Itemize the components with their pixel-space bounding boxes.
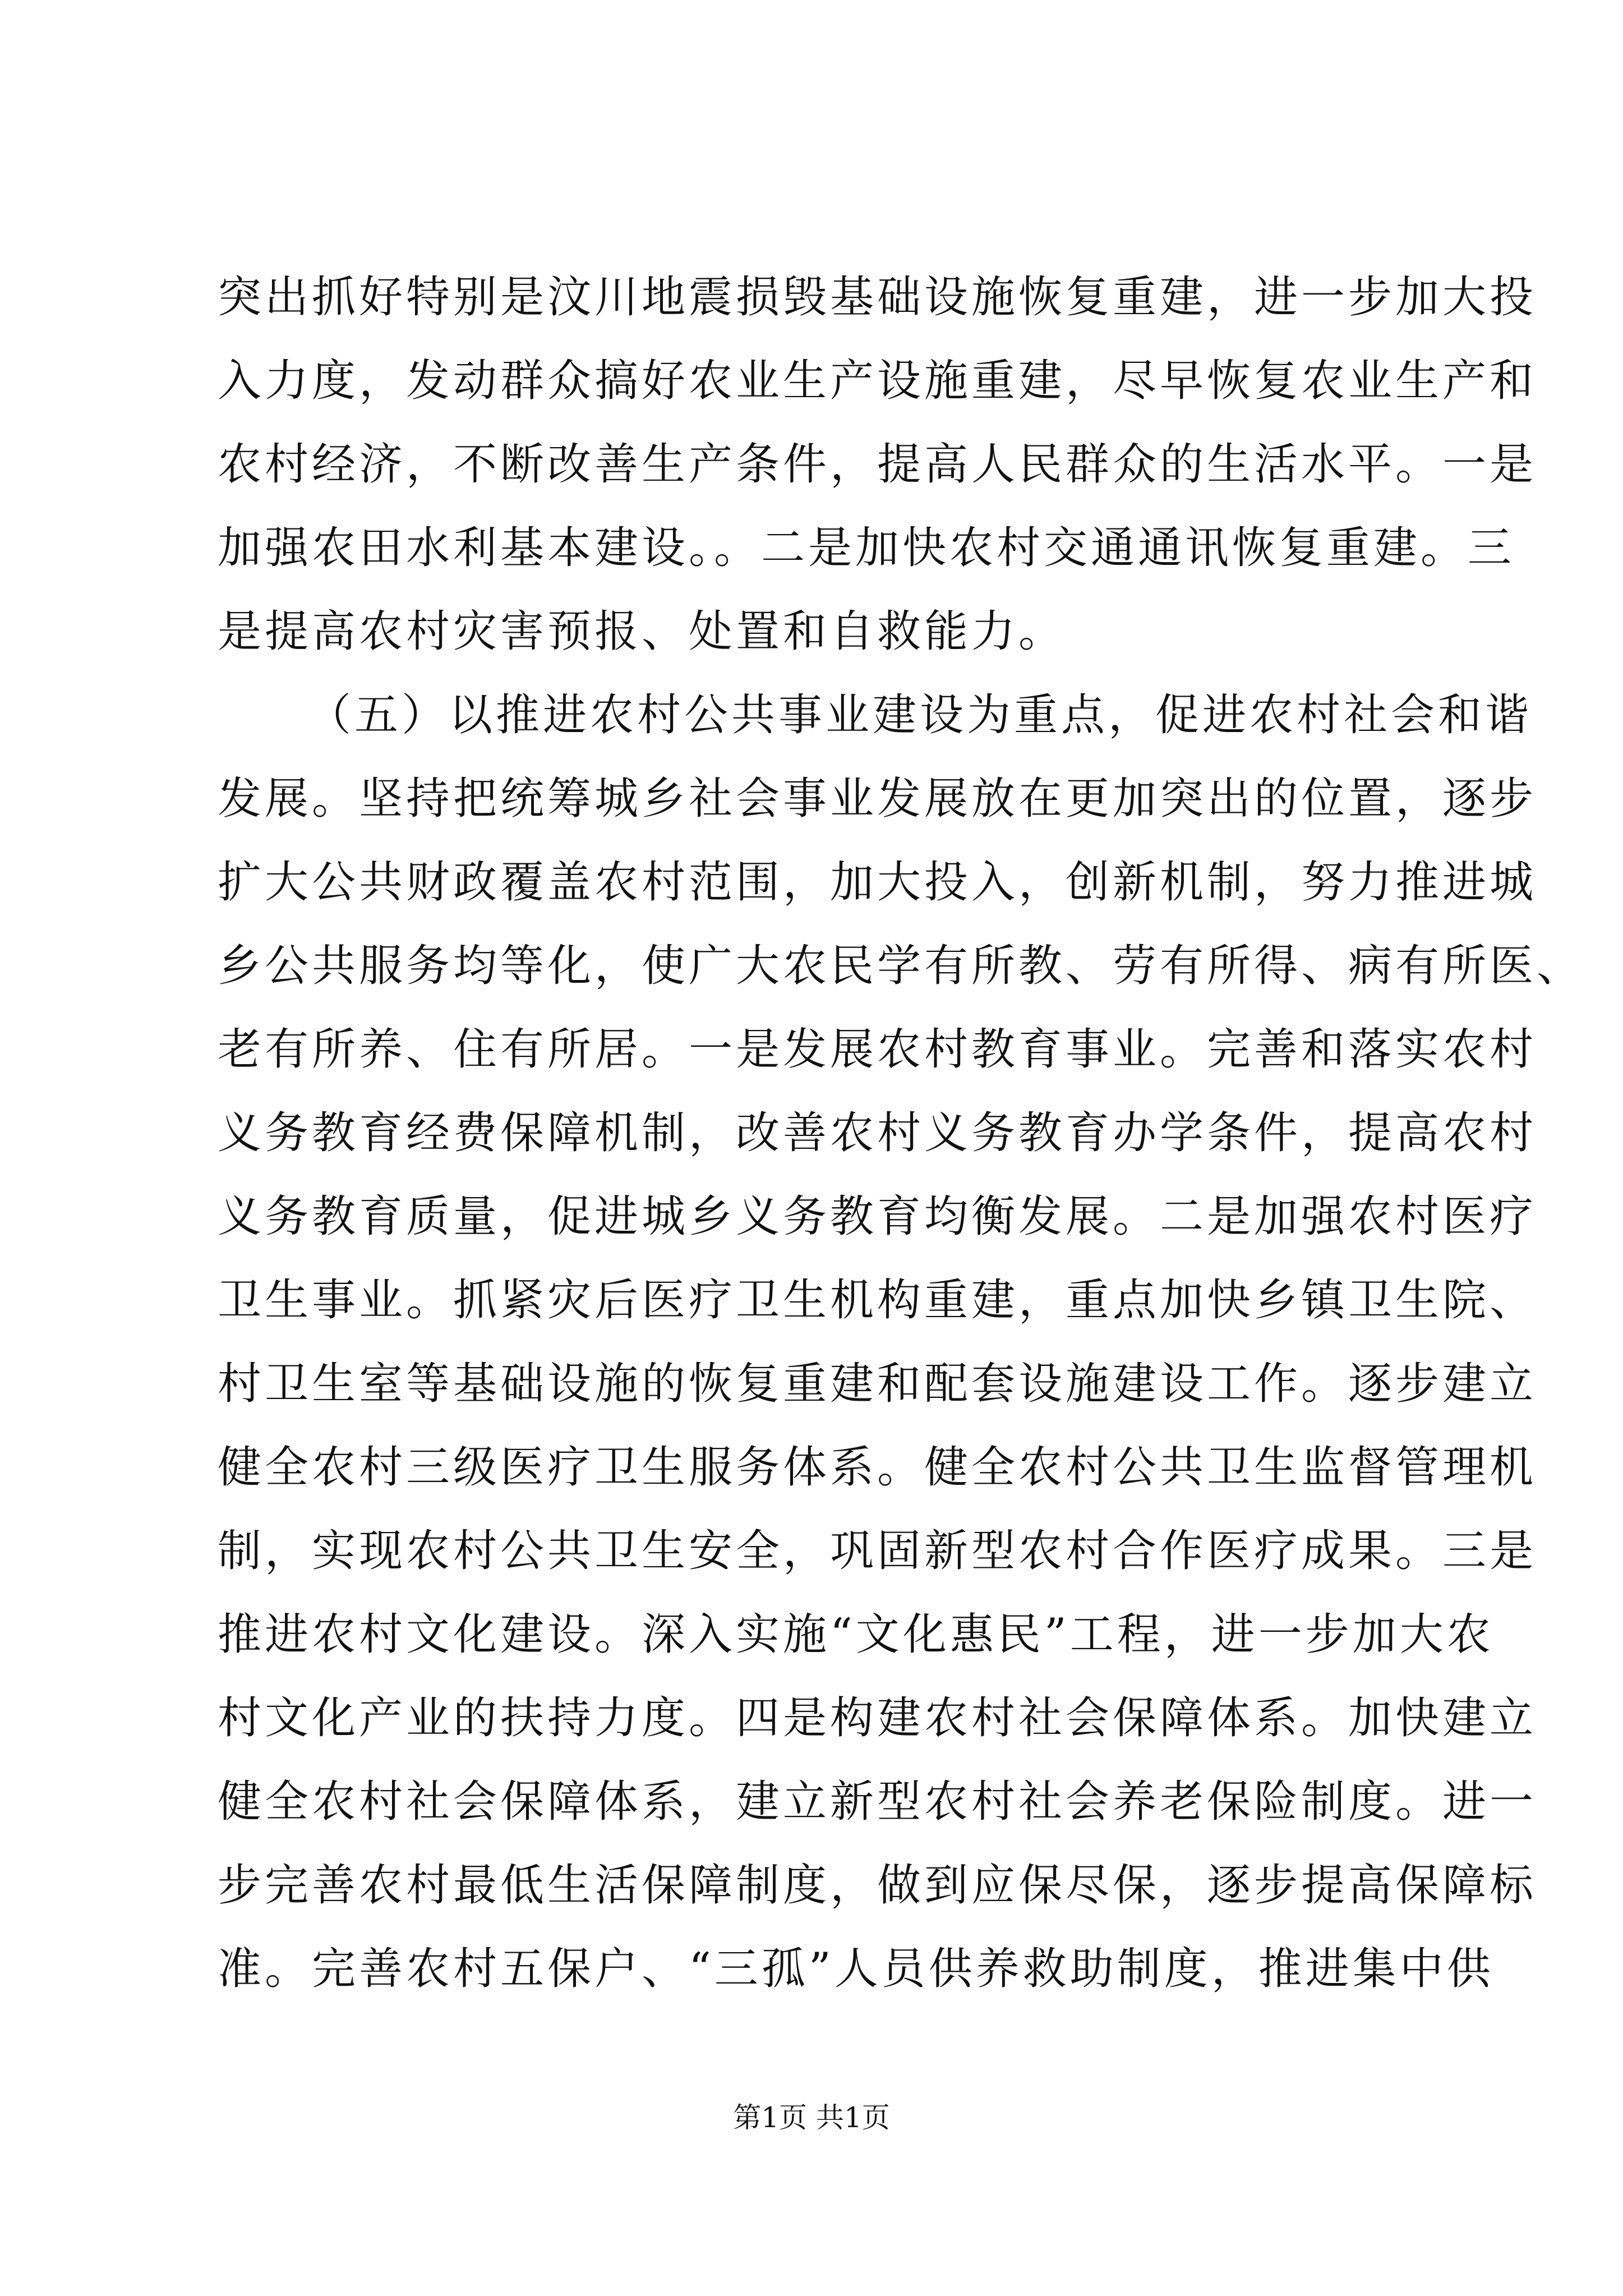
text-line: 突出抓好特别是汶川地震损毁基础设施恢复重建，进一步加大投 (218, 272, 1537, 323)
text-line: 加强农田水利基本建设。。二是加快农村交通通讯恢复重建。三 (218, 523, 1515, 573)
text-line: 卫生事业。抓紧灾后医疗卫生机构重建，重点加快乡镇卫生院、 (218, 1275, 1537, 1326)
text-line: 步完善农村最低生活保障制度，做到应保尽保，逐步提高保障标 (218, 1860, 1537, 1911)
text-line: 农村经济，不断改善生产条件，提高人民群众的生活水平。一是 (218, 439, 1537, 490)
text-line: 健全农村三级医疗卫生服务体系。健全农村公共卫生监督管理机 (218, 1442, 1537, 1493)
text-line: 制，实现农村公共卫生安全，巩固新型农村合作医疗成果。三是 (218, 1526, 1537, 1576)
text-line: 扩大公共财政覆盖农村范围，加大投入，创新机制，努力推进城 (218, 857, 1537, 908)
text-line: 入力度，发动群众搞好农业生产设施重建，尽早恢复农业生产和 (218, 356, 1537, 406)
text-line: 乡公共服务均等化，使广大农民学有所教、劳有所得、病有所医、 (218, 941, 1584, 991)
paragraph-start-line: （五）以推进农村公共事业建设为重点，促进农村社会和谐 (307, 690, 1533, 740)
text-line: 推进农村文化建设。深入实施“文化惠民”工程，进一步加大农 (218, 1609, 1494, 1660)
text-line: 准。完善农村五保户、“三孤”人员供养救助制度，推进集中供 (218, 1944, 1494, 1994)
text-line: 村文化产业的扶持力度。四是构建农村社会保障体系。加快建立 (218, 1693, 1537, 1743)
text-line: 是提高农村灾害预报、处置和自救能力。 (218, 606, 1066, 657)
text-line: 健全农村社会保障体系，建立新型农村社会养老保险制度。进一 (218, 1777, 1537, 1827)
text-line: 老有所养、住有所居。一是发展农村教育事业。完善和落实农村 (218, 1024, 1537, 1075)
text-line: 村卫生室等基础设施的恢复重建和配套设施建设工作。逐步建立 (218, 1359, 1537, 1409)
text-line: 义务教育质量，促进城乡义务教育均衡发展。二是加强农村医疗 (218, 1191, 1537, 1242)
text-line: 发展。坚持把统筹城乡社会事业发展放在更加突出的位置，逐步 (218, 774, 1537, 824)
text-line: 义务教育经费保障机制，改善农村义务教育办学条件，提高农村 (218, 1108, 1537, 1158)
page-footer: 第1页 共1页 (733, 2101, 890, 2134)
